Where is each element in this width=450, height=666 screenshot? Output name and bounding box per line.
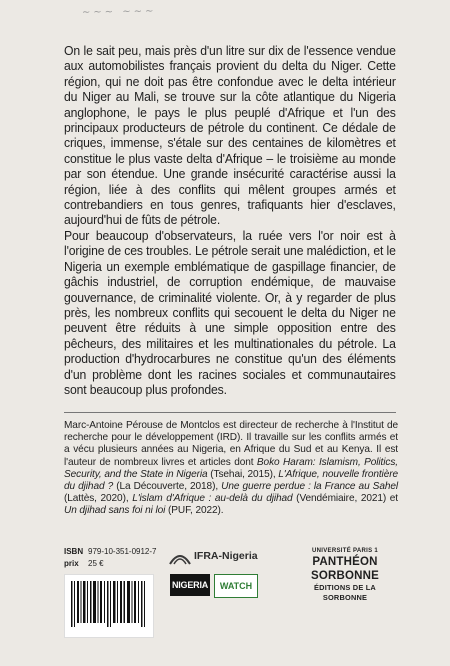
price-value: 25 € [88,559,104,568]
book-pub-2: (La Découverte, 2018), [113,481,222,493]
ifra-nigeria-logo [168,546,268,570]
book-title-4: L'islam d'Afrique : au-delà du djihad [132,493,293,505]
ifra-emblem-icon [168,546,192,568]
editions-line: ÉDITIONS DE LA SORBONNE [314,583,376,602]
isbn-block [64,546,156,570]
isbn-row [64,546,156,558]
book-pub-3: (Lattès, 2020), [64,493,133,505]
book-pub-5: (PUF, 2022). [165,505,224,517]
summary-text [64,44,396,398]
section-divider [64,412,396,413]
price-row [64,558,156,570]
nigeria-watch-logo [170,572,268,602]
author-bio [64,420,398,518]
pantheon-sorbonne-logo [292,548,398,602]
book-pub-4: (Vendémiaire, 2021) et [292,493,399,505]
isbn-label: ISBN [64,547,84,556]
pantheon-sorbonne-name: PANTHÉON SORBONNE [310,556,380,582]
summary-paragraph-1: On le sait peu, mais près d'un litre sur dix de l'essence vendue aux automobilistes français provient du delta du Niger. Cette région, qui ne doit pas être confondue avec le delta intérieur du Niger au Mali, se trouve sur la côte atlantique du Nigeria anglophone, le pays le plus peuplé d'Afrique et l'un des principaux producteurs de pétrole du continent. Ce dédale de criques, immense, s'étale sur des centaines de kilomètres et constitue le plus vaste delta d'Afrique – le troisième au monde par son étendue. Une grande insécurité caractérise aussi la région, liée à des conflits qui mêlent groupes armés et contrebandiers en tous genres, trafiquants hier d'esclaves, aujourd'hui de fûts de pétrole. [64,44,396,228]
price-label: prix [64,559,79,568]
isbn-value: 979-10-351-0912-7 [88,547,157,556]
book-pub-1: (Tsehai, 2015), [207,468,279,480]
summary-paragraph-2: Pour beaucoup d'observateurs, la ruée vers l'or noir est à l'origine de ces troubles. Le pétrole serait une malédiction, et le Nigeria un exemple emblématique de gaspillage financier, de gâchis industriel, de corruption endémique, de mauvaise gouvernance, de criminalité violente. Or, à y regarder de plus près, les nombreux conflits qui secouent le delta du Niger ne peuvent être réduits à une simple opposition entre des pêcheurs, des militaires et les multinationales du pétrole. La production d'hydrocarbures ne constitue qu'un des éléments d'un problème dont les racines sociales et communautaires sont beaucoup plus profondes. [64,228,396,397]
book-title-5: Un djihad sans foi ni loi [64,505,166,517]
bio-intro: Marc-Antoine Pérouse de Montclos est directeur de recherche à l'Institut de recherche pour le développement (IRD). Il travaille sur les conflits armés et a vécu plusieurs années au Nigeria, en Afrique du Sud et au Kenya. Il est l'auteur de nombreux livres et articles dont [64,420,398,468]
barcode-icon [64,574,154,638]
handwritten-scribble: ~~~ ~~~ [81,5,157,19]
back-cover-text [64,44,396,398]
ifra-nigeria-text: IFRA-Nigeria [194,550,258,562]
university-line: UNIVERSITÉ PARIS 1 [312,548,378,554]
book-title-2: L'Afrique, nouvelle frontière du djihad ? [64,468,398,493]
watch-label: WATCH [214,574,258,598]
book-title-1: Boko Haram: Islamism, Politics, Security, and the State in Nigeria [64,456,398,480]
book-title-3: Une guerre perdue : la France au Sahel [221,481,398,493]
nigeria-label: NIGERIA [170,574,210,596]
